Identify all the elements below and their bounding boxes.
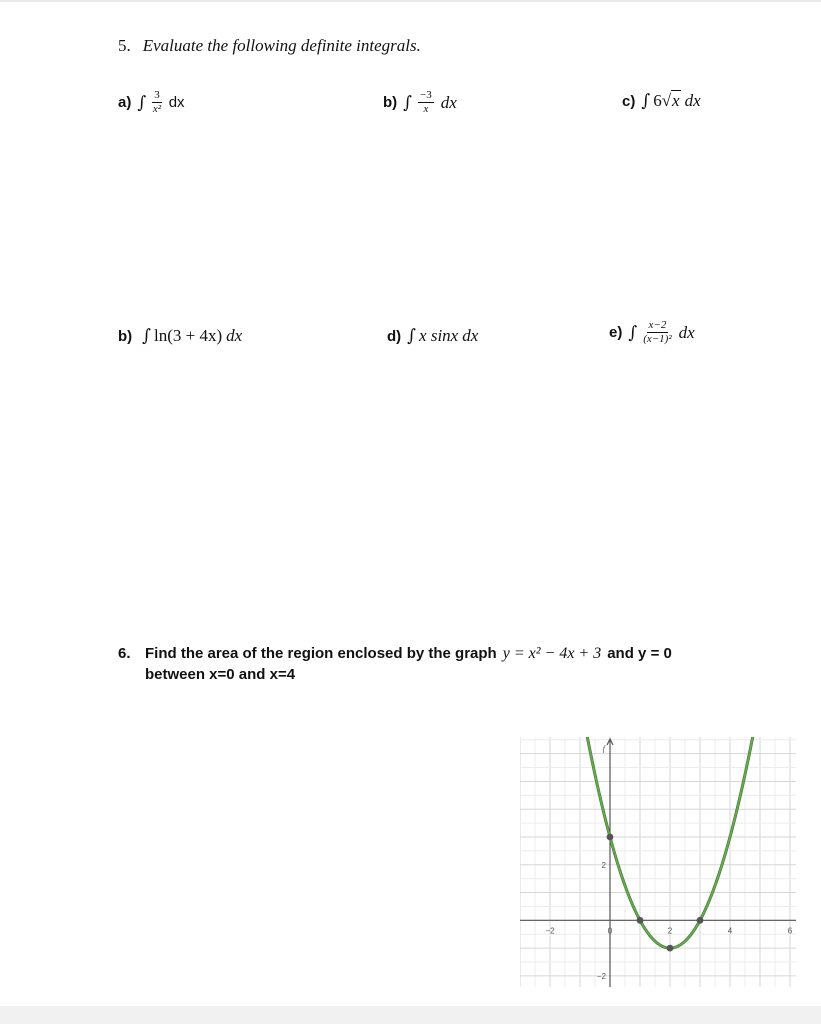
- integral-b2-expression: ln(3 + 4x): [154, 326, 223, 345]
- integral-a: [118, 90, 185, 115]
- key-point: [607, 834, 614, 841]
- integral-sign: ∫: [403, 92, 413, 113]
- integral-d-expression: x sinx: [419, 326, 459, 345]
- question-6: [118, 643, 672, 685]
- integral-a-denominator: x²: [152, 103, 162, 115]
- integral-e-differential: dx: [678, 322, 695, 342]
- integral-sign: ∫: [641, 91, 651, 111]
- x-tick-label: −2: [545, 926, 555, 936]
- integral-b-differential: dx: [440, 92, 457, 112]
- integral-b2-differential: dx: [226, 326, 243, 345]
- integral-e-label: e): [609, 324, 623, 341]
- integral-sign: ∫: [137, 92, 147, 113]
- integral-d-label: d): [387, 327, 402, 345]
- bottom-band: [0, 1006, 821, 1024]
- integral-e-fraction: [643, 320, 671, 345]
- integral-d: [387, 326, 478, 346]
- y-tick-label: −2: [596, 971, 606, 981]
- integral-sign: ∫: [142, 326, 152, 346]
- integral-c-label: c): [622, 92, 636, 110]
- key-point: [637, 917, 644, 924]
- x-tick-label: 6: [787, 926, 793, 936]
- top-border: [0, 0, 821, 2]
- y-tick-label: 2: [601, 860, 606, 870]
- integral-sign: ∫: [628, 322, 638, 343]
- question-5-text: Evaluate the following definite integrals.: [142, 36, 421, 55]
- integral-c-radical: [653, 91, 680, 111]
- integral-d-differential: dx: [462, 326, 479, 345]
- integral-c: [622, 91, 701, 111]
- integral-b-numerator: −3: [420, 89, 432, 101]
- integral-b-label: b): [383, 94, 398, 111]
- question-5-title: [118, 36, 421, 56]
- sqrt-symbol: √: [661, 91, 672, 110]
- integral-a-differential: dx: [168, 94, 185, 111]
- integral-e-denominator: (x−1)²: [643, 333, 672, 345]
- integral-b-fraction: [418, 90, 434, 115]
- integral-a-label: a): [118, 94, 132, 111]
- x-tick-label: 2: [667, 926, 673, 936]
- integral-b2: [118, 326, 242, 346]
- integral-e-numerator: x−2: [648, 319, 667, 331]
- question-6-text-after: and y = 0: [607, 645, 672, 662]
- integral-b-denominator: x: [423, 103, 429, 115]
- parabola-curve-outline: [520, 737, 796, 948]
- key-point: [697, 917, 704, 924]
- integral-sign: ∫: [407, 326, 417, 346]
- question-5-number: 5.: [118, 36, 131, 55]
- integral-e: [609, 320, 695, 345]
- integral-a-numerator: 3: [154, 89, 160, 101]
- question-6-equation: y = x² − 4x + 3: [502, 645, 602, 662]
- integral-b2-label: b): [118, 327, 133, 345]
- parabola-graph: [520, 737, 796, 987]
- question-6-number: 6.: [118, 645, 131, 662]
- key-point: [667, 945, 674, 952]
- question-6-line-1: [118, 643, 672, 664]
- integral-a-fraction: [152, 90, 162, 115]
- parabola-curve: [520, 737, 796, 948]
- integral-c-coefficient: 6: [653, 91, 662, 110]
- integral-b: [383, 90, 457, 115]
- y-axis-label: f: [602, 744, 605, 753]
- question-6-line-2: between x=0 and x=4: [145, 666, 296, 683]
- x-tick-label: 0: [607, 926, 613, 936]
- question-6-text: Find the area of the region enclosed by the graph: [145, 645, 497, 662]
- x-tick-label: 4: [727, 926, 733, 936]
- integral-c-radicand: x: [672, 91, 680, 110]
- integral-c-differential: dx: [684, 91, 701, 110]
